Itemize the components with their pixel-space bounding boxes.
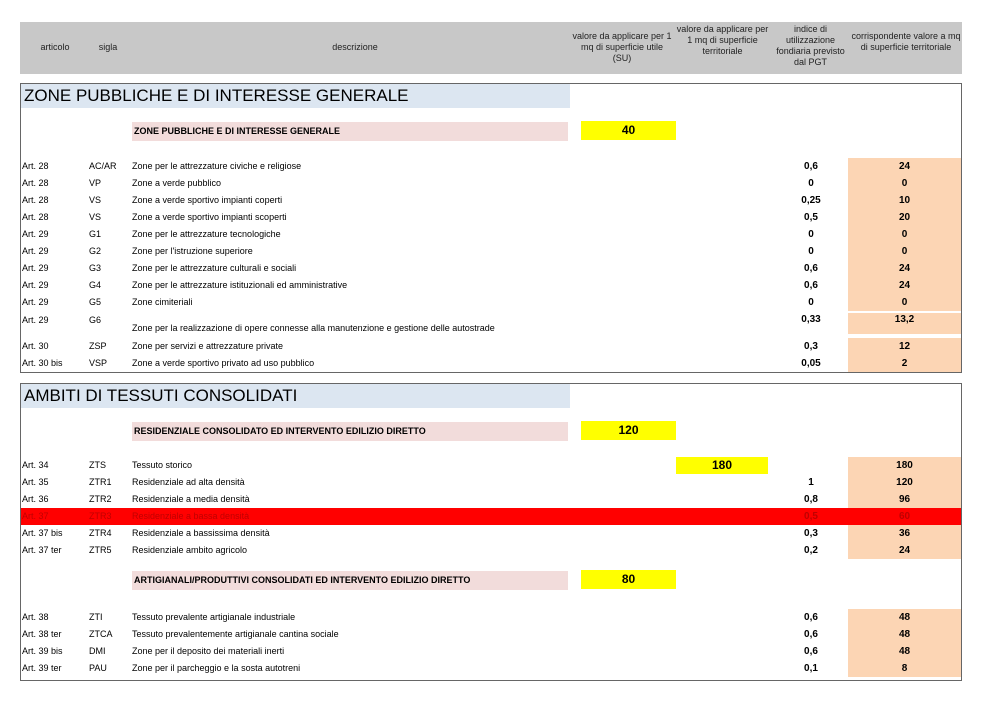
col-sigla: sigla <box>98 42 118 52</box>
table-row[interactable]: Art. 39 bis DMI Zone per il deposito dei materiali inerti 0,6 48 <box>21 643 961 660</box>
table-row[interactable]: Art. 28 VS Zone a verde sportivo impianti scoperti 0,5 20 <box>21 209 961 226</box>
table-row[interactable]: Art. 36 ZTR2 Residenziale a media densità 0,8 96 <box>21 491 961 508</box>
st-value: 180 <box>676 457 768 474</box>
table-row[interactable]: Art. 37 bis ZTR4 Residenziale a bassissima densità 0,3 36 <box>21 525 961 542</box>
table-row[interactable]: Art. 30 bis VSP Zone a verde sportivo privato ad uso pubblico 0,05 2 <box>21 355 961 372</box>
subsection-value: 40 <box>581 121 676 140</box>
table-row[interactable]: Art. 28 AC/AR Zone per le attrezzature civiche e religiose 0,6 24 <box>21 158 961 175</box>
table-row[interactable]: Art. 35 ZTR1 Residenziale ad alta densità 1 120 <box>21 474 961 491</box>
table-row[interactable]: Art. 37 ter ZTR5 Residenziale ambito agricolo 0,2 24 <box>21 542 961 559</box>
table-row[interactable]: Art. 29 G2 Zone per l'istruzione superiore 0 0 <box>21 243 961 260</box>
table-row[interactable]: Art. 29 G6 Zone per la realizzazione di opere connesse alla manutenzione e gestione delle autostrade 0,33 13,2 <box>21 313 961 334</box>
col-valore-su: valore da applicare per 1 mq di superficie utile (SU) <box>572 31 672 63</box>
section-zone-pubbliche <box>20 83 962 373</box>
table-row[interactable]: Art. 29 G5 Zone cimiteriali 0 0 <box>21 294 961 311</box>
col-valore-st: valore da applicare per 1 mq di superficie territoriale <box>676 24 769 56</box>
col-indice: indice di utilizzazione fondiaria previsto dal PGT <box>776 24 845 67</box>
table-row[interactable]: Art. 28 VS Zone a verde sportivo impianti coperti 0,25 10 <box>21 192 961 209</box>
table-row[interactable]: Art. 28 VP Zone a verde pubblico 0 0 <box>21 175 961 192</box>
subsection-label: RESIDENZIALE CONSOLIDATO ED INTERVENTO EDILIZIO DIRETTO <box>132 422 568 441</box>
subsection-value: 120 <box>581 421 676 440</box>
table-row[interactable]: Art. 29 G1 Zone per le attrezzature tecnologiche 0 0 <box>21 226 961 243</box>
subsection-value: 80 <box>581 570 676 589</box>
subsection-label: ARTIGIANALI/PRODUTTIVI CONSOLIDATI ED INTERVENTO EDILIZIO DIRETTO <box>132 571 568 590</box>
table-row[interactable]: Art. 34 ZTS Tessuto storico 180 180 <box>21 457 961 474</box>
table-row[interactable]: Art. 30 ZSP Zone per servizi e attrezzature private 0,3 12 <box>21 338 961 355</box>
table-row[interactable]: Art. 38 ZTI Tessuto prevalente artigianale industriale 0,6 48 <box>21 609 961 626</box>
col-descrizione: descrizione <box>332 42 378 52</box>
section-tessuti-consolidati <box>20 383 962 681</box>
table-row[interactable]: Art. 39 ter PAU Zone per il parcheggio e la sosta autotreni 0,1 8 <box>21 660 961 677</box>
table-row[interactable]: Art. 29 G4 Zone per le attrezzature istituzionali ed amministrative 0,6 24 <box>21 277 961 294</box>
table-row[interactable]: Art. 38 ter ZTCA Tessuto prevalentemente artigianale cantina sociale 0,6 48 <box>21 626 961 643</box>
section-title: AMBITI DI TESSUTI CONSOLIDATI <box>21 384 570 408</box>
section-title: ZONE PUBBLICHE E DI INTERESSE GENERALE <box>21 84 570 108</box>
table-header <box>20 22 962 74</box>
subsection-label: ZONE PUBBLICHE E DI INTERESSE GENERALE <box>132 122 568 141</box>
col-articolo: articolo <box>40 42 70 52</box>
table-row-selected[interactable]: Art. 37 ZTR3 Residenziale a bassa densità 0,5 60 <box>21 508 961 525</box>
table-row[interactable]: Art. 29 G3 Zone per le attrezzature culturali e sociali 0,6 24 <box>21 260 961 277</box>
col-corrispondente: corrispondente valore a mq di superficie territoriale <box>851 31 961 52</box>
